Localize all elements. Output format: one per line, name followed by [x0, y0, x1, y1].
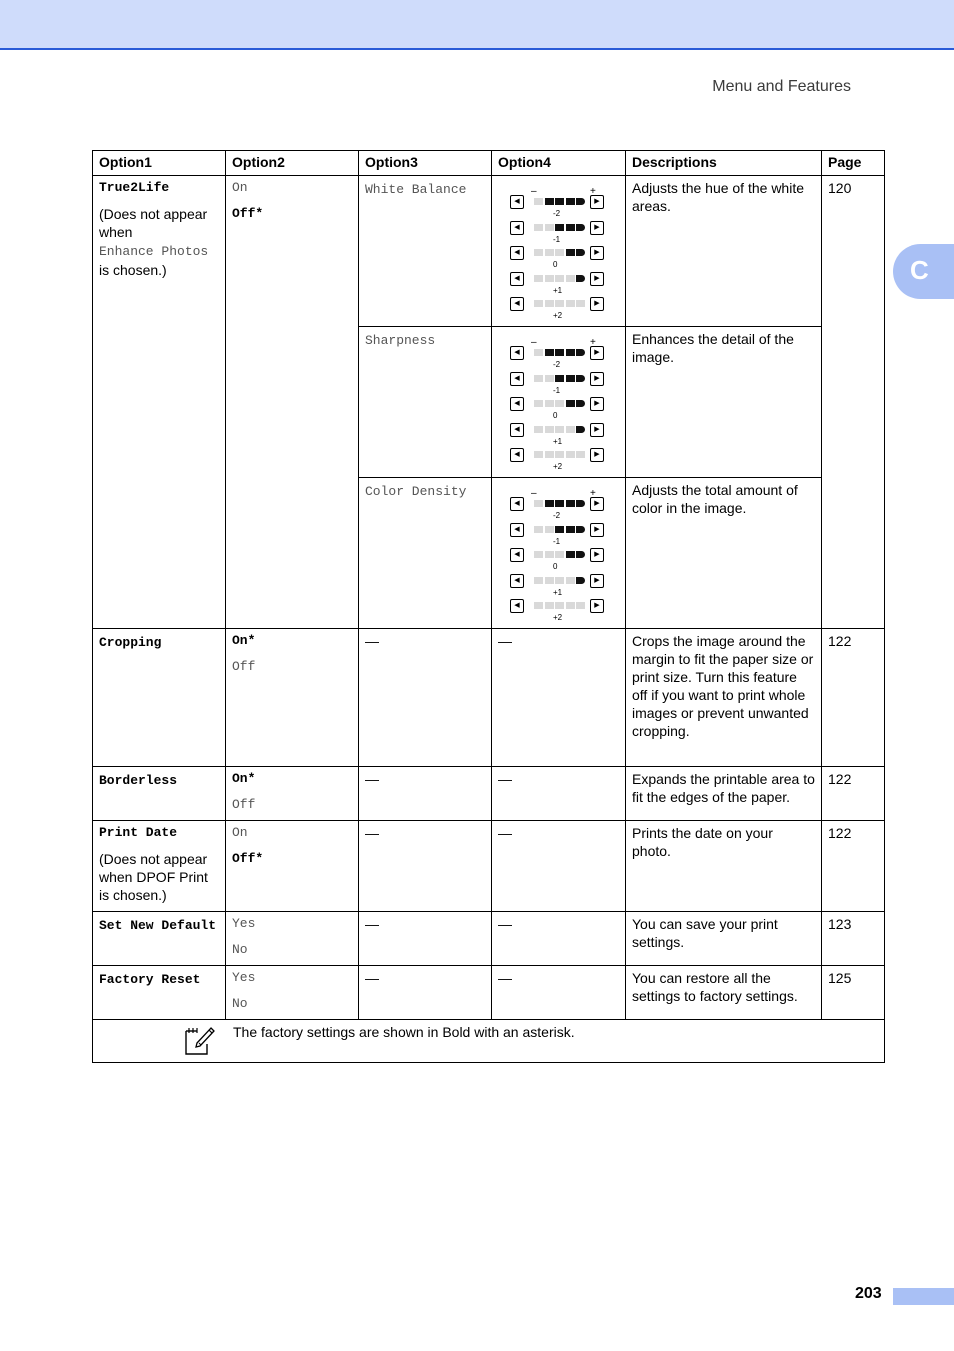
- right-arrow-icon[interactable]: ▶: [590, 448, 604, 462]
- slider-segment: [566, 349, 575, 356]
- table-row: [93, 966, 885, 1020]
- slider-segment: [566, 551, 575, 558]
- slider-level-bar: [534, 426, 586, 433]
- slider-segment: [534, 198, 543, 205]
- print-date-option1: [93, 821, 226, 912]
- slider-segment: [545, 249, 554, 256]
- true2life-opt-off: Off*: [232, 206, 264, 221]
- slider-segment: [576, 500, 585, 507]
- white-balance-slider-cell: [492, 176, 626, 327]
- cropping-option4: —: [492, 629, 626, 767]
- header-option3: Option3: [359, 151, 492, 176]
- set-new-default-opt-no: No: [232, 942, 248, 957]
- slider-segment: [566, 577, 575, 584]
- slider-segment: [545, 551, 554, 558]
- left-arrow-icon[interactable]: ◀: [510, 195, 524, 209]
- slider-segment: [566, 426, 575, 433]
- slider-segment: [555, 526, 564, 533]
- slider-segment: [576, 349, 585, 356]
- print-date-option4: —: [492, 821, 626, 912]
- borderless-option3: —: [359, 767, 492, 821]
- slider-segment: [534, 500, 543, 507]
- right-arrow-icon[interactable]: ▶: [590, 272, 604, 286]
- slider-segment: [545, 400, 554, 407]
- sharpness-slider-cell: [492, 327, 626, 478]
- borderless-option4: —: [492, 767, 626, 821]
- factory-reset-opt-yes: Yes: [232, 970, 256, 985]
- right-arrow-icon[interactable]: ▶: [590, 372, 604, 386]
- slider-segment: [534, 551, 543, 558]
- set-new-default-opt-yes: Yes: [232, 916, 256, 931]
- slider-level-label: +2: [553, 311, 563, 320]
- slider-segment: [566, 602, 575, 609]
- slider-segment: [555, 551, 564, 558]
- slider-level-label: +1: [553, 285, 563, 295]
- slider-segment: [576, 400, 585, 407]
- menu-table: [92, 150, 885, 1063]
- slider-segment: [534, 249, 543, 256]
- slider-segment: [566, 375, 575, 382]
- footnote-cell: [93, 1020, 885, 1063]
- slider-minus-sign: –: [531, 488, 537, 499]
- slider-level-label: -1: [553, 536, 561, 546]
- slider-level-row: [510, 195, 610, 218]
- slider-minus-sign: –: [531, 186, 537, 197]
- slider-level-label: +2: [553, 462, 563, 471]
- chapter-tab: [893, 244, 954, 299]
- slider-segment: [576, 602, 585, 609]
- footnote-row: [93, 1020, 885, 1063]
- slider-minus-sign: –: [531, 337, 537, 348]
- left-arrow-icon[interactable]: ◀: [510, 497, 524, 511]
- factory-reset-desc: You can restore all the settings to factory settings.: [626, 966, 822, 1020]
- print-date-page: 122: [822, 821, 885, 912]
- right-arrow-icon[interactable]: ▶: [590, 599, 604, 613]
- slider-segment: [555, 198, 564, 205]
- true2life-note-pre: (Does not appear when: [99, 206, 208, 240]
- slider-segment: [555, 400, 564, 407]
- print-date-opt-off: Off*: [232, 851, 264, 866]
- color-density-cell: [359, 478, 492, 629]
- slider-level-row: [510, 221, 610, 244]
- table-row: [93, 629, 885, 767]
- set-new-default-page: 123: [822, 912, 885, 966]
- slider-level-row: [510, 574, 610, 597]
- slider-level-bar: [534, 526, 586, 533]
- slider-level-label: +1: [553, 587, 563, 597]
- slider-level-row: [510, 599, 610, 622]
- color-density-desc: Adjusts the total amount of color in the image.: [626, 478, 822, 629]
- slider-segment: [555, 224, 564, 231]
- slider-level-label: -2: [553, 511, 561, 520]
- factory-reset-option4: —: [492, 966, 626, 1020]
- cropping-page: 122: [822, 629, 885, 767]
- header-page: Page: [822, 151, 885, 176]
- slider-segment: [566, 249, 575, 256]
- right-arrow-icon[interactable]: ▶: [590, 246, 604, 260]
- left-arrow-icon[interactable]: ◀: [510, 297, 524, 311]
- sharpness-label: Sharpness: [365, 333, 436, 348]
- factory-reset-option1: [93, 966, 226, 1020]
- borderless-name: Borderless: [99, 773, 178, 788]
- print-date-desc: Prints the date on your photo.: [626, 821, 822, 912]
- right-arrow-icon[interactable]: ▶: [590, 548, 604, 562]
- slider-segment: [545, 451, 554, 458]
- borderless-option2: [226, 767, 359, 821]
- color-density-label: Color Density: [365, 484, 467, 499]
- sharpness-cell: [359, 327, 492, 478]
- slider-level-bar: [534, 602, 586, 609]
- slider-level-bar: [534, 577, 586, 584]
- table-row: [93, 912, 885, 966]
- true2life-note-mono: Enhance Photos: [99, 244, 209, 259]
- slider-segment: [555, 426, 564, 433]
- slider-level-bar: [534, 551, 586, 558]
- slider-segment: [555, 349, 564, 356]
- true2life-note-post: is chosen.): [99, 262, 167, 278]
- top-band: [0, 0, 954, 50]
- left-arrow-icon[interactable]: ◀: [510, 599, 524, 613]
- left-arrow-icon[interactable]: ◀: [510, 448, 524, 462]
- left-arrow-icon[interactable]: ◀: [510, 574, 524, 588]
- slider-level-label: 0: [553, 562, 558, 571]
- header-option1: Option1: [93, 151, 226, 176]
- right-arrow-icon[interactable]: ▶: [590, 574, 604, 588]
- factory-reset-opt-no: No: [232, 996, 248, 1011]
- print-date-option2: [226, 821, 359, 912]
- cropping-opt-on: On*: [232, 633, 256, 648]
- left-arrow-icon[interactable]: ◀: [510, 221, 524, 235]
- right-arrow-icon[interactable]: ▶: [590, 221, 604, 235]
- slider-segment: [555, 577, 564, 584]
- slider-segment: [534, 375, 543, 382]
- left-arrow-icon[interactable]: ◀: [510, 423, 524, 437]
- slider-level-row: [510, 372, 610, 395]
- right-arrow-icon[interactable]: ▶: [590, 523, 604, 537]
- set-new-default-option4: —: [492, 912, 626, 966]
- page-number: 203: [855, 1285, 882, 1302]
- table-row: [93, 767, 885, 821]
- slider-plus-sign: +: [590, 337, 596, 348]
- left-arrow-icon[interactable]: ◀: [510, 272, 524, 286]
- right-arrow-icon[interactable]: ▶: [590, 297, 604, 311]
- slider-segment: [576, 375, 585, 382]
- slider-segment: [576, 300, 585, 307]
- right-arrow-icon[interactable]: ▶: [590, 346, 604, 360]
- right-arrow-icon[interactable]: ▶: [590, 423, 604, 437]
- slider-segment: [566, 526, 575, 533]
- slider-level-bar: [534, 224, 586, 231]
- print-date-note: (Does not appear when DPOF Print is chosen.): [99, 851, 208, 903]
- cropping-option1: [93, 629, 226, 767]
- slider-segment: [555, 300, 564, 307]
- slider-level-row: [510, 448, 610, 471]
- right-arrow-icon[interactable]: ▶: [590, 497, 604, 511]
- slider-segment: [545, 426, 554, 433]
- slider-segment: [534, 526, 543, 533]
- slider-segment: [545, 375, 554, 382]
- slider-segment: [555, 500, 564, 507]
- note-pencil-icon: [183, 1024, 215, 1056]
- color-density-slider: [498, 481, 619, 624]
- slider-segment: [534, 451, 543, 458]
- slider-level-label: -2: [553, 209, 561, 218]
- factory-reset-option2: [226, 966, 359, 1020]
- slider-level-bar: [534, 275, 586, 282]
- slider-level-bar: [534, 198, 586, 205]
- white-balance-cell: [359, 176, 492, 327]
- slider-level-row: [510, 246, 610, 269]
- factory-reset-name: Factory Reset: [99, 972, 201, 987]
- set-new-default-option1: [93, 912, 226, 966]
- slider-level-row: [510, 497, 610, 520]
- slider-level-bar: [534, 375, 586, 382]
- borderless-desc: Expands the printable area to fit the edges of the paper.: [626, 767, 822, 821]
- print-date-option3: —: [359, 821, 492, 912]
- slider-segment: [545, 300, 554, 307]
- left-arrow-icon[interactable]: ◀: [510, 372, 524, 386]
- left-arrow-icon[interactable]: ◀: [510, 548, 524, 562]
- slider-level-bar: [534, 500, 586, 507]
- slider-level-label: 0: [553, 411, 558, 420]
- slider-segment: [576, 249, 585, 256]
- section-title: Menu and Features: [712, 78, 851, 95]
- slider-level-bar: [534, 249, 586, 256]
- cropping-desc: Crops the image around the margin to fit the paper size or print size. Turn this feature off if you want to print whole images or prevent unwanted cropping.: [626, 629, 822, 767]
- table-row: [93, 176, 885, 327]
- cropping-option2: [226, 629, 359, 767]
- slider-segment: [555, 375, 564, 382]
- slider-level-row: [510, 346, 610, 369]
- print-date-name: Print Date: [99, 825, 178, 840]
- set-new-default-desc: You can save your print settings.: [626, 912, 822, 966]
- slider-segment: [534, 275, 543, 282]
- slider-segment: [545, 577, 554, 584]
- slider-segment: [534, 426, 543, 433]
- slider-segment: [566, 198, 575, 205]
- slider-plus-sign: +: [590, 186, 596, 197]
- slider-level-label: 0: [553, 260, 558, 269]
- slider-segment: [576, 451, 585, 458]
- slider-segment: [555, 249, 564, 256]
- slider-segment: [555, 275, 564, 282]
- slider-segment: [545, 500, 554, 507]
- slider-level-bar: [534, 451, 586, 458]
- borderless-opt-off: Off: [232, 797, 256, 812]
- slider-segment: [545, 224, 554, 231]
- slider-level-label: -1: [553, 234, 561, 244]
- factory-reset-page: 125: [822, 966, 885, 1020]
- slider-segment: [566, 451, 575, 458]
- borderless-page: 122: [822, 767, 885, 821]
- slider-level-label: -2: [553, 360, 561, 369]
- true2life-option2: [226, 176, 359, 629]
- slider-segment: [545, 602, 554, 609]
- slider-level-row: [510, 548, 610, 571]
- slider-level-row: [510, 423, 610, 446]
- slider-segment: [534, 224, 543, 231]
- slider-segment: [534, 577, 543, 584]
- true2life-opt-on: On: [232, 180, 248, 195]
- slider-level-label: -1: [553, 385, 561, 395]
- chapter-tab-letter: C: [910, 255, 929, 285]
- borderless-option1: [93, 767, 226, 821]
- slider-segment: [545, 526, 554, 533]
- page-number-bar: [893, 1288, 954, 1305]
- table-header-row: [93, 151, 885, 176]
- footnote-text: The factory settings are shown in Bold with an asterisk.: [233, 1024, 575, 1040]
- cropping-opt-off: Off: [232, 659, 256, 674]
- slider-level-row: [510, 297, 610, 320]
- right-arrow-icon[interactable]: ▶: [590, 195, 604, 209]
- left-arrow-icon[interactable]: ◀: [510, 397, 524, 411]
- sharpness-slider: [498, 330, 619, 473]
- slider-segment: [566, 500, 575, 507]
- header-descriptions: Descriptions: [626, 151, 822, 176]
- slider-segment: [576, 198, 585, 205]
- sharpness-desc: Enhances the detail of the image.: [626, 327, 822, 478]
- white-balance-label: White Balance: [365, 182, 467, 197]
- left-arrow-icon[interactable]: ◀: [510, 246, 524, 260]
- slider-segment: [576, 551, 585, 558]
- cropping-option3: —: [359, 629, 492, 767]
- slider-level-row: [510, 397, 610, 420]
- slider-level-label: +1: [553, 436, 563, 446]
- slider-segment: [555, 451, 564, 458]
- slider-segment: [566, 300, 575, 307]
- true2life-name: True2Life: [99, 180, 170, 195]
- slider-segment: [566, 400, 575, 407]
- slider-level-row: [510, 523, 610, 546]
- slider-level-label: +2: [553, 613, 563, 622]
- white-balance-desc: Adjusts the hue of the white areas.: [626, 176, 822, 327]
- set-new-default-name: Set New Default: [99, 918, 217, 933]
- table-row: [93, 821, 885, 912]
- slider-segment: [576, 526, 585, 533]
- true2life-note: [99, 205, 219, 279]
- slider-level-row: [510, 272, 610, 295]
- color-density-slider-cell: [492, 478, 626, 629]
- white-balance-slider: [498, 179, 619, 322]
- set-new-default-option3: —: [359, 912, 492, 966]
- set-new-default-option2: [226, 912, 359, 966]
- header-option4: Option4: [492, 151, 626, 176]
- true2life-page: 120: [822, 176, 885, 629]
- slider-segment: [555, 602, 564, 609]
- slider-segment: [545, 349, 554, 356]
- right-arrow-icon[interactable]: ▶: [590, 397, 604, 411]
- slider-segment: [566, 224, 575, 231]
- slider-segment: [534, 349, 543, 356]
- slider-segment: [534, 602, 543, 609]
- true2life-option1: [93, 176, 226, 629]
- slider-segment: [576, 275, 585, 282]
- left-arrow-icon[interactable]: ◀: [510, 346, 524, 360]
- slider-segment: [566, 275, 575, 282]
- print-date-opt-on: On: [232, 825, 248, 840]
- slider-segment: [534, 300, 543, 307]
- slider-segment: [576, 426, 585, 433]
- slider-segment: [576, 577, 585, 584]
- header-option2: Option2: [226, 151, 359, 176]
- slider-segment: [545, 275, 554, 282]
- slider-segment: [545, 198, 554, 205]
- borderless-opt-on: On*: [232, 771, 256, 786]
- factory-reset-option3: —: [359, 966, 492, 1020]
- slider-level-bar: [534, 349, 586, 356]
- slider-plus-sign: +: [590, 488, 596, 499]
- cropping-name: Cropping: [99, 635, 162, 650]
- slider-segment: [576, 224, 585, 231]
- slider-level-bar: [534, 300, 586, 307]
- left-arrow-icon[interactable]: ◀: [510, 523, 524, 537]
- slider-segment: [534, 400, 543, 407]
- slider-level-bar: [534, 400, 586, 407]
